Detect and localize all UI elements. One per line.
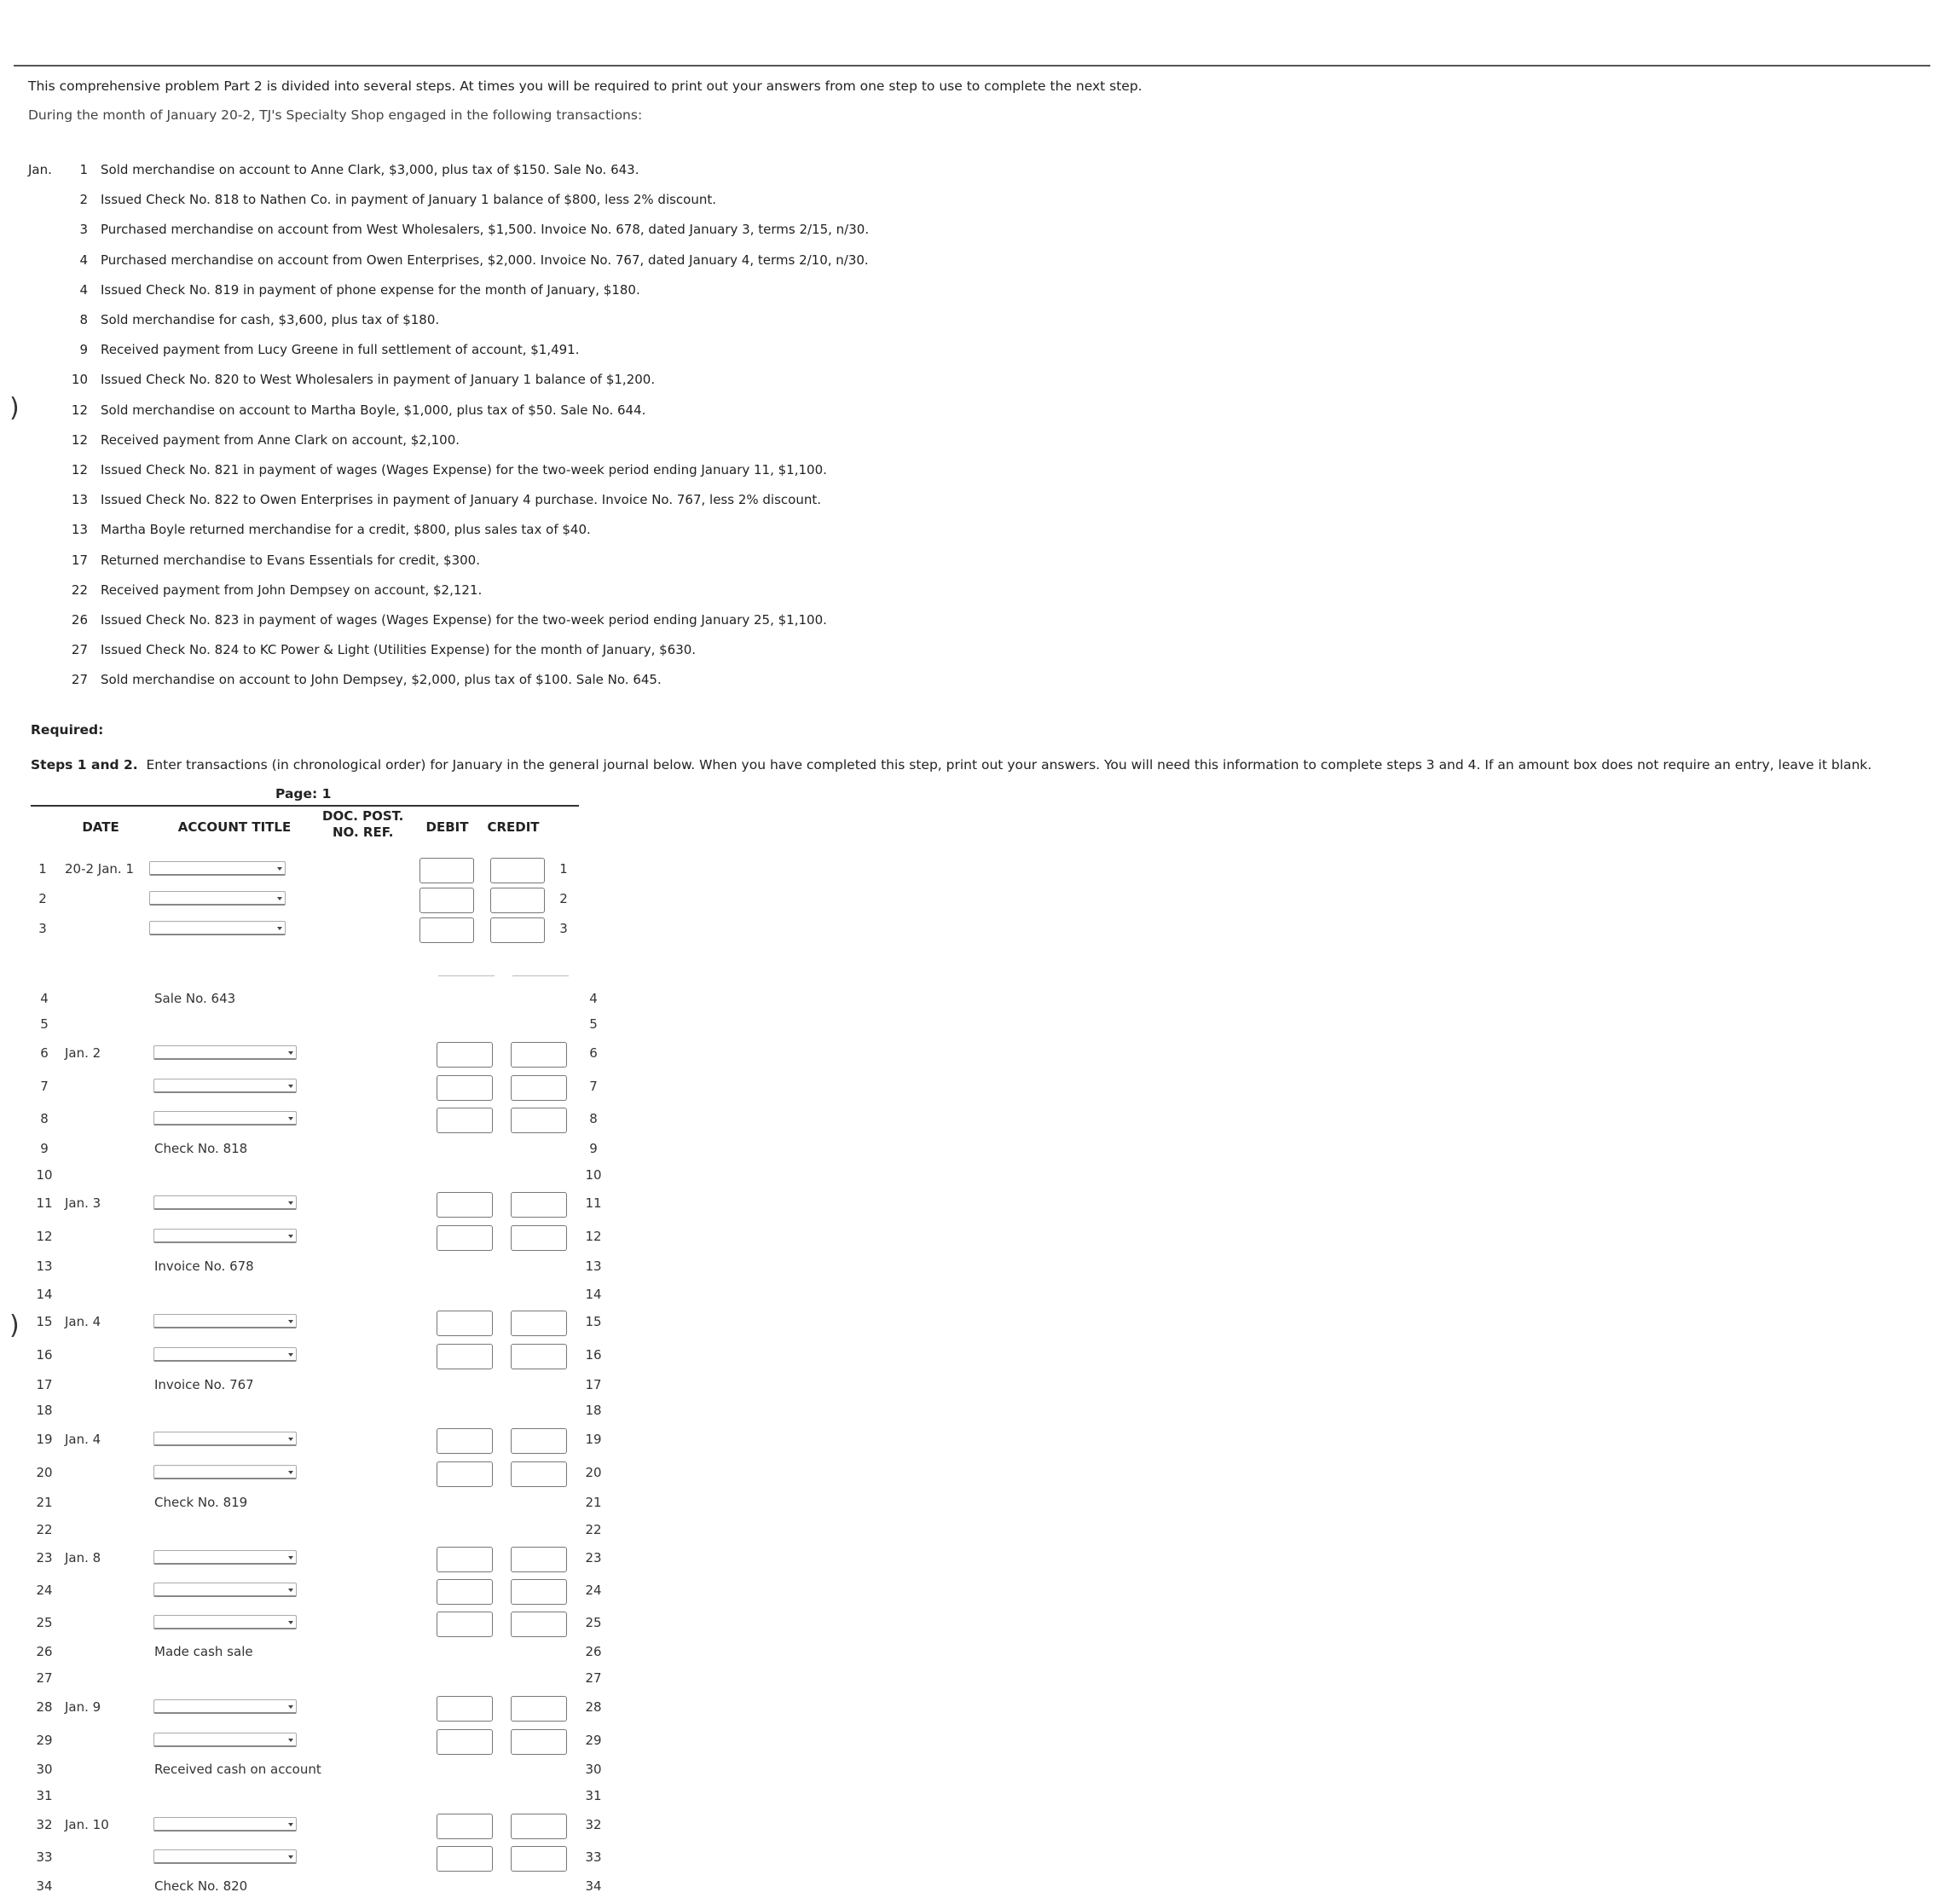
transaction-desc: Purchased merchandise on account from Owen Enterprises, $2,000. Invoice No. 767, dated January 4, terms 2/10, n/30. xyxy=(101,252,869,268)
transaction-desc: Issued Check No. 823 in payment of wages (Wages Expense) for the two-week period ending January 25, $1,100. xyxy=(101,612,827,628)
transaction-desc: Sold merchandise on account to Martha Boyle, $1,000, plus tax of $50. Sale No. 644. xyxy=(101,402,646,418)
entry-description: Check No. 819 xyxy=(154,1495,248,1510)
journal-row xyxy=(0,1283,614,1305)
line-number: 12 xyxy=(36,1229,53,1244)
journal-row xyxy=(0,1519,614,1541)
line-number-right: 9 xyxy=(589,1141,598,1156)
credit-amount-input[interactable] xyxy=(511,1547,567,1572)
credit-amount-input[interactable] xyxy=(511,1311,567,1336)
line-number-right: 28 xyxy=(585,1699,602,1715)
debit-amount-input[interactable] xyxy=(437,1108,493,1133)
line-number: 5 xyxy=(40,1016,49,1032)
account-title-dropdown[interactable] xyxy=(153,1699,297,1714)
credit-amount-input[interactable] xyxy=(511,1729,567,1755)
journal-row xyxy=(0,1399,614,1421)
account-title-dropdown[interactable] xyxy=(153,1229,297,1243)
line-number-right: 10 xyxy=(585,1167,602,1183)
line-number-right: 29 xyxy=(585,1733,602,1748)
debit-amount-input[interactable] xyxy=(437,1428,493,1454)
line-number: 3 xyxy=(38,921,47,936)
credit-amount-input[interactable] xyxy=(511,1344,567,1369)
line-number: 24 xyxy=(36,1583,53,1598)
edge-mark: ) xyxy=(9,393,20,423)
entry-description: Invoice No. 678 xyxy=(154,1259,254,1274)
account-title-dropdown[interactable] xyxy=(153,1195,297,1210)
transaction-desc: Issued Check No. 824 to KC Power & Light (Utilities Expense) for the month of January, $630. xyxy=(101,642,697,658)
line-number-right: 18 xyxy=(585,1403,602,1418)
account-title-dropdown[interactable] xyxy=(149,861,286,876)
journal-row xyxy=(0,987,614,1010)
entry-description: Check No. 818 xyxy=(154,1141,248,1156)
line-number-right: 12 xyxy=(585,1229,602,1244)
line-number: 9 xyxy=(40,1141,49,1156)
transaction-day: 12 xyxy=(71,431,88,448)
journal-row xyxy=(0,1192,614,1214)
debit-amount-input[interactable] xyxy=(437,1846,493,1872)
credit-amount-input[interactable] xyxy=(490,917,545,943)
line-number-right: 32 xyxy=(585,1817,602,1832)
transaction-day: 3 xyxy=(79,222,88,238)
intro-subtext: During the month of January 20-2, TJ's Specialty Shop engaged in the following transactions: xyxy=(28,107,643,123)
debit-amount-input[interactable] xyxy=(437,1579,493,1605)
transaction-day: 26 xyxy=(71,612,88,628)
credit-amount-input[interactable] xyxy=(511,1814,567,1839)
line-number: 14 xyxy=(36,1287,53,1302)
line-number: 11 xyxy=(36,1195,53,1211)
line-number-right: 3 xyxy=(559,921,568,936)
line-number-right: 22 xyxy=(585,1522,602,1537)
journal-row xyxy=(0,1344,614,1366)
transaction-desc: Sold merchandise on account to John Dempsey, $2,000, plus tax of $100. Sale No. 645. xyxy=(101,672,662,688)
journal-row xyxy=(0,1311,614,1333)
line-number-right: 16 xyxy=(585,1347,602,1363)
credit-amount-input[interactable] xyxy=(511,1579,567,1605)
debit-amount-input[interactable] xyxy=(437,1461,493,1487)
transaction-day: 13 xyxy=(71,492,88,508)
line-number-right: 30 xyxy=(585,1762,602,1777)
transaction-day: 27 xyxy=(71,672,88,688)
line-number: 25 xyxy=(36,1615,53,1630)
journal-row xyxy=(0,1547,614,1569)
line-number-right: 13 xyxy=(585,1259,602,1274)
debit-amount-input[interactable] xyxy=(437,1729,493,1755)
journal-row xyxy=(0,1075,614,1097)
line-number: 4 xyxy=(40,991,49,1006)
transaction-day: 8 xyxy=(79,312,88,327)
account-title-dropdown[interactable] xyxy=(153,1615,297,1629)
transaction-desc: Sold merchandise on account to Anne Clark, $3,000, plus tax of $150. Sale No. 643. xyxy=(101,162,639,177)
entry-description: Made cash sale xyxy=(154,1644,253,1659)
line-number: 15 xyxy=(36,1314,53,1329)
debit-amount-input[interactable] xyxy=(437,1311,493,1336)
header-no-ref: NO. REF. xyxy=(333,825,394,840)
journal-row xyxy=(0,1255,614,1277)
credit-amount-input[interactable] xyxy=(511,1075,567,1101)
line-number-right: 27 xyxy=(585,1670,602,1686)
credit-amount-input[interactable] xyxy=(511,1461,567,1487)
line-number-right: 33 xyxy=(585,1849,602,1865)
entry-date: Jan. 2 xyxy=(65,1045,101,1061)
line-number: 34 xyxy=(36,1878,53,1894)
line-number-right: 8 xyxy=(589,1111,598,1126)
transaction-day: 17 xyxy=(71,552,88,568)
journal-row xyxy=(0,888,614,910)
line-number-right: 4 xyxy=(589,991,598,1006)
line-number-right: 2 xyxy=(559,891,568,906)
journal-row xyxy=(0,1108,614,1130)
transaction-day: 10 xyxy=(71,372,88,388)
line-number: 2 xyxy=(38,891,47,906)
line-number-right: 25 xyxy=(585,1615,602,1630)
debit-amount-input[interactable] xyxy=(437,1192,493,1218)
transaction-day: 9 xyxy=(79,342,88,358)
journal-row xyxy=(0,1785,614,1807)
debit-amount-input[interactable] xyxy=(437,1225,493,1251)
line-number: 30 xyxy=(36,1762,53,1777)
line-number-right: 26 xyxy=(585,1644,602,1659)
journal-row xyxy=(0,1013,614,1035)
line-number: 27 xyxy=(36,1670,53,1686)
account-title-dropdown[interactable] xyxy=(153,1817,297,1832)
line-number: 16 xyxy=(36,1347,53,1363)
header-account-title: ACCOUNT TITLE xyxy=(177,819,292,835)
header-doc-post-ref xyxy=(322,808,433,841)
line-number-right: 17 xyxy=(585,1377,602,1392)
line-number: 28 xyxy=(36,1699,53,1715)
debit-amount-input[interactable] xyxy=(437,1042,493,1068)
credit-amount-input[interactable] xyxy=(511,1042,567,1068)
steps-instructions xyxy=(31,757,1871,773)
journal-row xyxy=(0,1428,614,1450)
transaction-day: 12 xyxy=(71,402,88,418)
transaction-desc: Martha Boyle returned merchandise for a credit, $800, plus sales tax of $40. xyxy=(101,522,591,538)
account-title-dropdown[interactable] xyxy=(153,1079,297,1093)
line-number-right: 34 xyxy=(585,1878,602,1894)
transaction-day: 22 xyxy=(71,582,88,598)
intro-text: This comprehensive problem Part 2 is divided into several steps. At times you will be required to print out your answers from one step to use to complete the next step. xyxy=(28,78,1143,94)
line-number: 32 xyxy=(36,1817,53,1832)
entry-date: Jan. 4 xyxy=(65,1432,101,1447)
debit-amount-input[interactable] xyxy=(437,1547,493,1572)
account-title-dropdown[interactable] xyxy=(153,1733,297,1747)
account-title-dropdown[interactable] xyxy=(153,1550,297,1565)
line-number-right: 7 xyxy=(589,1079,598,1094)
line-number: 22 xyxy=(36,1522,53,1537)
top-divider xyxy=(14,65,1930,67)
entry-date: Jan. 4 xyxy=(65,1314,101,1329)
transaction-day: 2 xyxy=(79,192,88,208)
column-total-rule xyxy=(512,975,569,976)
line-number: 17 xyxy=(36,1377,53,1392)
credit-amount-input[interactable] xyxy=(511,1192,567,1218)
line-number: 23 xyxy=(36,1550,53,1565)
debit-amount-input[interactable] xyxy=(437,1075,493,1101)
journal-row xyxy=(0,1612,614,1634)
transaction-day: 4 xyxy=(79,252,88,268)
journal-row xyxy=(0,1729,614,1751)
line-number: 6 xyxy=(40,1045,49,1061)
account-title-dropdown[interactable] xyxy=(153,1111,297,1126)
entry-description: Received cash on account xyxy=(154,1762,321,1777)
transaction-day: 1 xyxy=(79,162,88,177)
account-title-dropdown[interactable] xyxy=(153,1347,297,1362)
line-number: 19 xyxy=(36,1432,53,1447)
journal-row xyxy=(0,1696,614,1718)
transaction-day: 4 xyxy=(79,281,88,298)
journal-row xyxy=(0,917,614,940)
journal-row xyxy=(0,1374,614,1396)
header-doc-post: DOC. POST. xyxy=(322,808,404,824)
debit-amount-input[interactable] xyxy=(419,888,474,913)
debit-amount-input[interactable] xyxy=(437,1612,493,1637)
journal-top-divider xyxy=(31,805,579,807)
transaction-desc: Issued Check No. 819 in payment of phone expense for the month of January, $180. xyxy=(101,281,640,298)
transaction-desc: Issued Check No. 818 to Nathen Co. in payment of January 1 balance of $800, less 2% discount. xyxy=(101,192,717,208)
debit-amount-input[interactable] xyxy=(437,1344,493,1369)
debit-amount-input[interactable] xyxy=(419,858,474,883)
line-number-right: 24 xyxy=(585,1583,602,1598)
line-number-right: 6 xyxy=(589,1045,598,1061)
credit-amount-input[interactable] xyxy=(511,1225,567,1251)
account-title-dropdown[interactable] xyxy=(153,1314,297,1328)
line-number-right: 1 xyxy=(559,861,568,877)
transaction-desc: Sold merchandise for cash, $3,600, plus tax of $180. xyxy=(101,312,440,327)
credit-amount-input[interactable] xyxy=(511,1612,567,1637)
required-heading: Required: xyxy=(31,722,104,738)
account-title-dropdown[interactable] xyxy=(153,1045,297,1060)
transaction-day: 12 xyxy=(71,462,88,477)
account-title-dropdown[interactable] xyxy=(149,891,286,906)
line-number-right: 31 xyxy=(585,1788,602,1803)
line-number-right: 23 xyxy=(585,1550,602,1565)
journal-row xyxy=(0,1814,614,1836)
line-number-right: 19 xyxy=(585,1432,602,1447)
transaction-month: Jan. xyxy=(28,162,52,177)
line-number: 26 xyxy=(36,1644,53,1659)
account-title-dropdown[interactable] xyxy=(153,1432,297,1446)
transaction-desc: Issued Check No. 822 to Owen Enterprises in payment of January 4 purchase. Invoice No. 767, less 2% discount. xyxy=(101,492,821,508)
transaction-desc: Issued Check No. 821 in payment of wages (Wages Expense) for the two-week period ending January 11, $1,100. xyxy=(101,462,827,477)
entry-date: Jan. 8 xyxy=(65,1550,101,1565)
line-number: 7 xyxy=(40,1079,49,1094)
line-number-right: 20 xyxy=(585,1465,602,1480)
line-number: 20 xyxy=(36,1465,53,1480)
journal-row xyxy=(0,1758,614,1780)
credit-amount-input[interactable] xyxy=(511,1846,567,1872)
account-title-dropdown[interactable] xyxy=(149,921,286,935)
line-number-right: 14 xyxy=(585,1287,602,1302)
entry-date: 20-2 Jan. 1 xyxy=(65,861,135,877)
line-number: 18 xyxy=(36,1403,53,1418)
line-number: 33 xyxy=(36,1849,53,1865)
journal-row xyxy=(0,1461,614,1484)
credit-amount-input[interactable] xyxy=(511,1696,567,1722)
line-number: 8 xyxy=(40,1111,49,1126)
entry-date: Jan. 9 xyxy=(65,1699,101,1715)
debit-amount-input[interactable] xyxy=(419,917,474,943)
line-number-right: 21 xyxy=(585,1495,602,1510)
debit-amount-input[interactable] xyxy=(437,1814,493,1839)
transaction-day: 13 xyxy=(71,522,88,538)
line-number-right: 5 xyxy=(589,1016,598,1032)
debit-amount-input[interactable] xyxy=(437,1696,493,1722)
journal-row xyxy=(0,1641,614,1663)
account-title-dropdown[interactable] xyxy=(153,1583,297,1597)
entry-date: Jan. 10 xyxy=(65,1817,109,1832)
entry-description: Check No. 820 xyxy=(154,1878,248,1894)
journal-row xyxy=(0,1667,614,1689)
entry-description: Sale No. 643 xyxy=(154,991,236,1006)
line-number: 1 xyxy=(38,861,47,877)
journal-row xyxy=(0,1164,614,1186)
transaction-day: 27 xyxy=(71,642,88,658)
credit-amount-input[interactable] xyxy=(511,1428,567,1454)
credit-amount-input[interactable] xyxy=(490,858,545,883)
credit-amount-input[interactable] xyxy=(490,888,545,913)
account-title-dropdown[interactable] xyxy=(153,1849,297,1864)
journal-row xyxy=(0,1579,614,1601)
entry-date: Jan. 3 xyxy=(65,1195,101,1211)
journal-row xyxy=(0,1225,614,1247)
line-number: 31 xyxy=(36,1788,53,1803)
line-number: 21 xyxy=(36,1495,53,1510)
transaction-desc: Purchased merchandise on account from West Wholesalers, $1,500. Invoice No. 678, dated January 3, terms 2/15, n/30. xyxy=(101,222,870,238)
journal-row xyxy=(0,1846,614,1868)
transaction-desc: Issued Check No. 820 to West Wholesalers in payment of January 1 balance of $1,200. xyxy=(101,372,656,388)
transaction-desc: Received payment from John Dempsey on account, $2,121. xyxy=(101,582,483,598)
line-number: 13 xyxy=(36,1259,53,1274)
entry-description: Invoice No. 767 xyxy=(154,1377,254,1392)
journal-page-label: Page: 1 xyxy=(275,786,332,802)
transaction-desc: Received payment from Anne Clark on account, $2,100. xyxy=(101,431,460,448)
edge-mark: ) xyxy=(9,1311,20,1340)
account-title-dropdown[interactable] xyxy=(153,1465,297,1479)
line-number: 29 xyxy=(36,1733,53,1748)
journal-row xyxy=(0,858,614,880)
journal-row xyxy=(0,1042,614,1064)
journal-row xyxy=(0,1875,614,1897)
header-credit: CREDIT xyxy=(487,819,540,835)
line-number-right: 15 xyxy=(585,1314,602,1329)
credit-amount-input[interactable] xyxy=(511,1108,567,1133)
journal-row xyxy=(0,1491,614,1513)
line-number-right: 11 xyxy=(585,1195,602,1211)
transaction-desc: Received payment from Lucy Greene in full settlement of account, $1,491. xyxy=(101,342,580,358)
steps-label: Steps 1 and 2. xyxy=(31,757,138,773)
journal-row xyxy=(0,1137,614,1160)
line-number: 10 xyxy=(36,1167,53,1183)
steps-text: Enter transactions (in chronological order) for January in the general journal below. When you have completed this step, print out your answers. You will need this information to complete steps 3 and 4. If an amount box does not require an entry, leave it blank. xyxy=(146,757,1872,773)
transaction-desc: Returned merchandise to Evans Essentials for credit, $300. xyxy=(101,552,480,568)
header-date: DATE xyxy=(82,819,119,835)
column-total-rule xyxy=(438,975,495,976)
header-debit: DEBIT xyxy=(425,819,469,835)
